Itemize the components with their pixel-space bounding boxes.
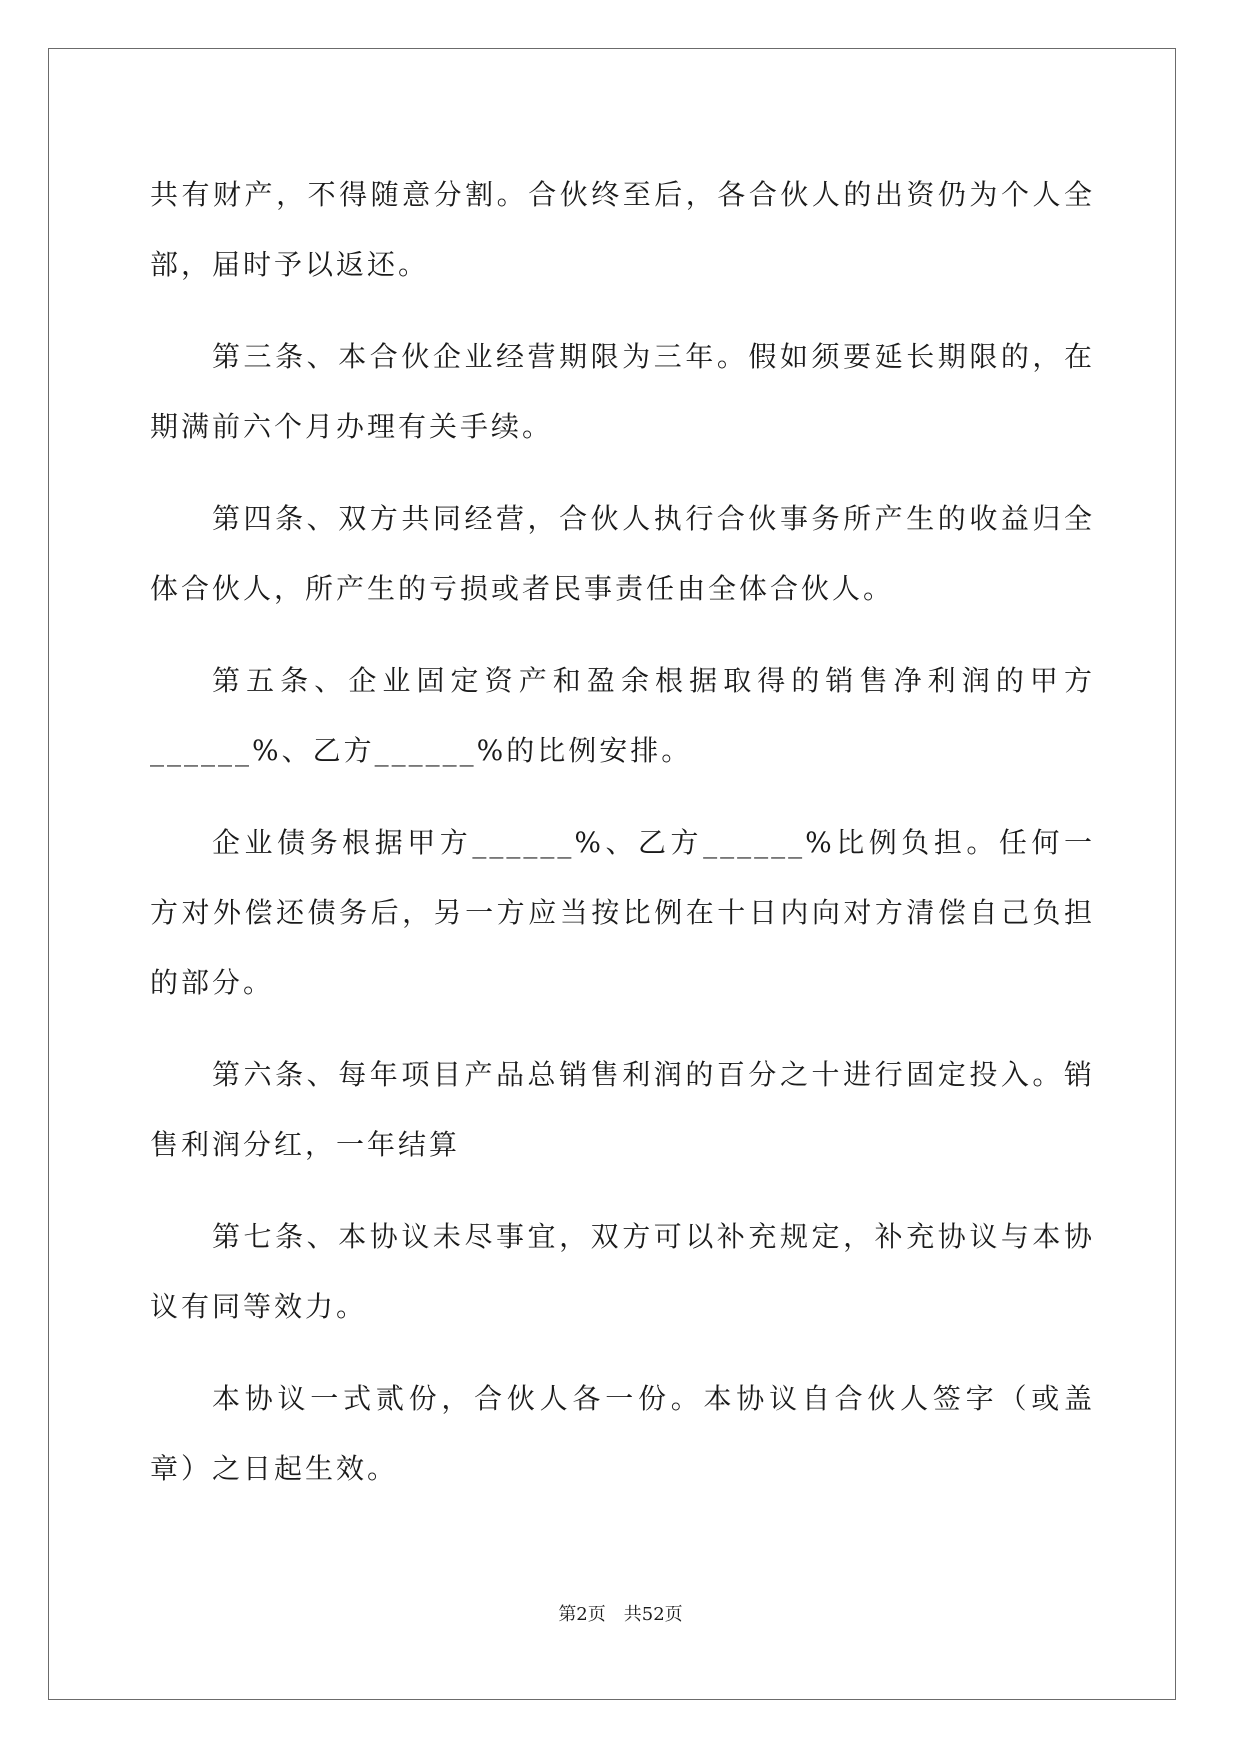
- document-body: [150, 160, 1095, 1526]
- paragraph-article-3: 第三条、本合伙企业经营期限为三年。假如须要延长期限的，在期满前六个月办理有关手续。: [150, 340, 1095, 443]
- page-total: 共52页: [623, 1604, 683, 1625]
- paragraph-1: 共有财产，不得随意分割。合伙终至后，各合伙人的出资仍为个人全部，届时予以返还。: [150, 178, 1095, 281]
- paragraph-article-7: 第七条、本协议未尽事宜，双方可以补充规定，补充协议与本协议有同等效力。: [150, 1220, 1095, 1323]
- page-number: 第2页: [558, 1604, 606, 1625]
- page-footer: [0, 1600, 1241, 1626]
- paragraph-effective: 本协议一式贰份，合伙人各一份。本协议自合伙人签字（或盖章）之日起生效。: [150, 1382, 1095, 1485]
- paragraph-debt: 企业债务根据甲方______%、乙方______%比例负担。任何一方对外偿还债务后，另一方应当按比例在十日内向对方清偿自己负担的部分。: [150, 826, 1095, 999]
- paragraph-article-5: 第五条、企业固定资产和盈余根据取得的销售净利润的甲方______%、乙方______%的比例安排。: [150, 664, 1095, 767]
- paragraph-article-4: 第四条、双方共同经营，合伙人执行合伙事务所产生的收益归全体合伙人，所产生的亏损或者民事责任由全体合伙人。: [150, 502, 1095, 605]
- paragraph-article-6: 第六条、每年项目产品总销售利润的百分之十进行固定投入。销售利润分红，一年结算: [150, 1058, 1095, 1161]
